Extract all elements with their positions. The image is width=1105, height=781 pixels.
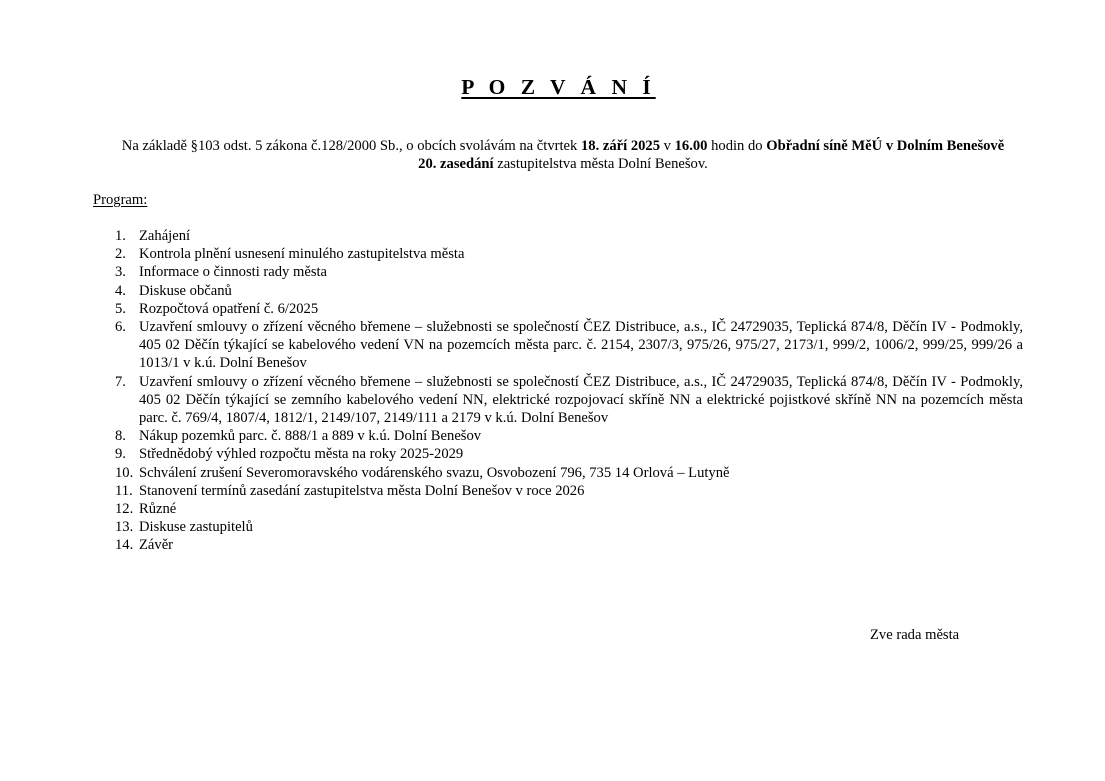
agenda-item-number: 7. <box>115 373 126 390</box>
agenda-item-text: Diskuse občanů <box>139 282 232 299</box>
agenda-item <box>115 263 1023 281</box>
agenda-item <box>115 318 1023 373</box>
session-number: 20. zasedání <box>418 156 494 173</box>
agenda-item <box>115 300 1023 318</box>
agenda-item-text: Nákup pozemků parc. č. 888/1 a 889 v k.ú. Dolní Benešov <box>139 428 482 445</box>
agenda-item-text: Informace o činnosti rady města <box>139 264 328 281</box>
meeting-place: Obřadní síně MěÚ v Dolním Benešově <box>766 138 1005 154</box>
document-title: P O Z V Á N Í <box>461 75 656 99</box>
agenda-item-number: 4. <box>115 282 126 299</box>
meeting-date: 18. září 2025 <box>580 138 661 154</box>
agenda-item-number: 6. <box>115 319 126 336</box>
agenda-item-text: Kontrola plnění usnesení minulého zastupitelstva města <box>139 246 465 263</box>
agenda-item <box>115 464 1023 482</box>
invitation-paragraph <box>80 137 1046 173</box>
agenda-item <box>115 518 1023 536</box>
agenda-item <box>115 245 1023 263</box>
intro-text-1: Na základě §103 odst. 5 zákona č.128/2000 Sb., o obcích svolávám na čtvrtek <box>121 138 581 154</box>
agenda-item-number: 11. <box>115 482 133 499</box>
agenda-item <box>115 373 1023 428</box>
agenda-item-number: 5. <box>115 300 126 317</box>
agenda-item-number: 3. <box>115 264 126 281</box>
agenda-item-text: Různé <box>139 501 177 518</box>
agenda-item <box>115 536 1023 554</box>
agenda-item-text: Uzavření smlouvy o zřízení věcného břemene – služebnosti se společností ČEZ Distribuce, a.s., IČ 24729035, Teplická 874/8, Děčín IV - Podmokly, 405 02 Děčín týkající se kabelového vedení VN na pozemcích města parc. č. 2154, 2307/3, 975/26, 975/27, 2173/1, 999/2, 1006/2, 999/25, 999/26 a 1013/1 v k.ú. Dolní Benešov <box>139 319 1023 372</box>
agenda-item-text: Uzavření smlouvy o zřízení věcného břemene – služebnosti se společností ČEZ Distribuce, a.s., IČ 24729035, Teplická 874/8, Děčín IV - Podmokly, 405 02 Děčín týkající se zemního kabelového vedení NN, elektrické rozpojovací skříně NN a elektrické pojistkové skříně NN na pozemcích města parc. č. 769/4, 1807/4, 1812/1, 2149/107, 2149/111 a 2179 v k.ú. Dolní Benešov <box>139 373 1023 427</box>
agenda-item-text: Schválení zrušení Severomoravského vodárenského svazu, Osvobození 796, 735 14 Orlová – Lutyně <box>139 464 730 481</box>
agenda-item-number: 12. <box>115 501 134 518</box>
agenda-item-number: 10. <box>115 464 134 481</box>
agenda-item-number: 13. <box>115 519 134 536</box>
agenda-item-text: Závěr <box>139 537 174 554</box>
agenda-item-number: 14. <box>115 537 134 554</box>
agenda-item-text: Rozpočtová opatření č. 6/2025 <box>139 300 319 317</box>
intro-text-2: v <box>660 138 675 154</box>
agenda-item <box>115 227 1023 245</box>
agenda-item-number: 1. <box>115 228 126 244</box>
agenda-item <box>115 445 1023 463</box>
agenda-item-text: Zahájení <box>139 228 191 244</box>
agenda-item-text: Stanovení termínů zasedání zastupitelstva města Dolní Benešov v roce 2026 <box>139 482 585 499</box>
agenda-item-number: 2. <box>115 246 126 263</box>
agenda-item <box>115 427 1023 445</box>
signature-line: Zve rada města <box>870 627 960 643</box>
agenda-item-number: 8. <box>115 428 126 445</box>
agenda-item <box>115 500 1023 518</box>
meeting-time: 16.00 <box>674 138 708 154</box>
agenda-item <box>115 482 1023 500</box>
program-heading: Program: <box>93 192 148 208</box>
agenda-item-text: Diskuse zastupitelů <box>139 519 253 536</box>
agenda-item-number: 9. <box>115 446 126 463</box>
agenda-item-text: Střednědobý výhled rozpočtu města na roky 2025-2029 <box>139 446 464 463</box>
agenda-item <box>115 282 1023 300</box>
intro-text-3: hodin do <box>707 138 767 154</box>
agenda-list <box>115 227 1023 555</box>
intro-text-4: zastupitelstva města Dolní Benešov. <box>493 156 708 173</box>
